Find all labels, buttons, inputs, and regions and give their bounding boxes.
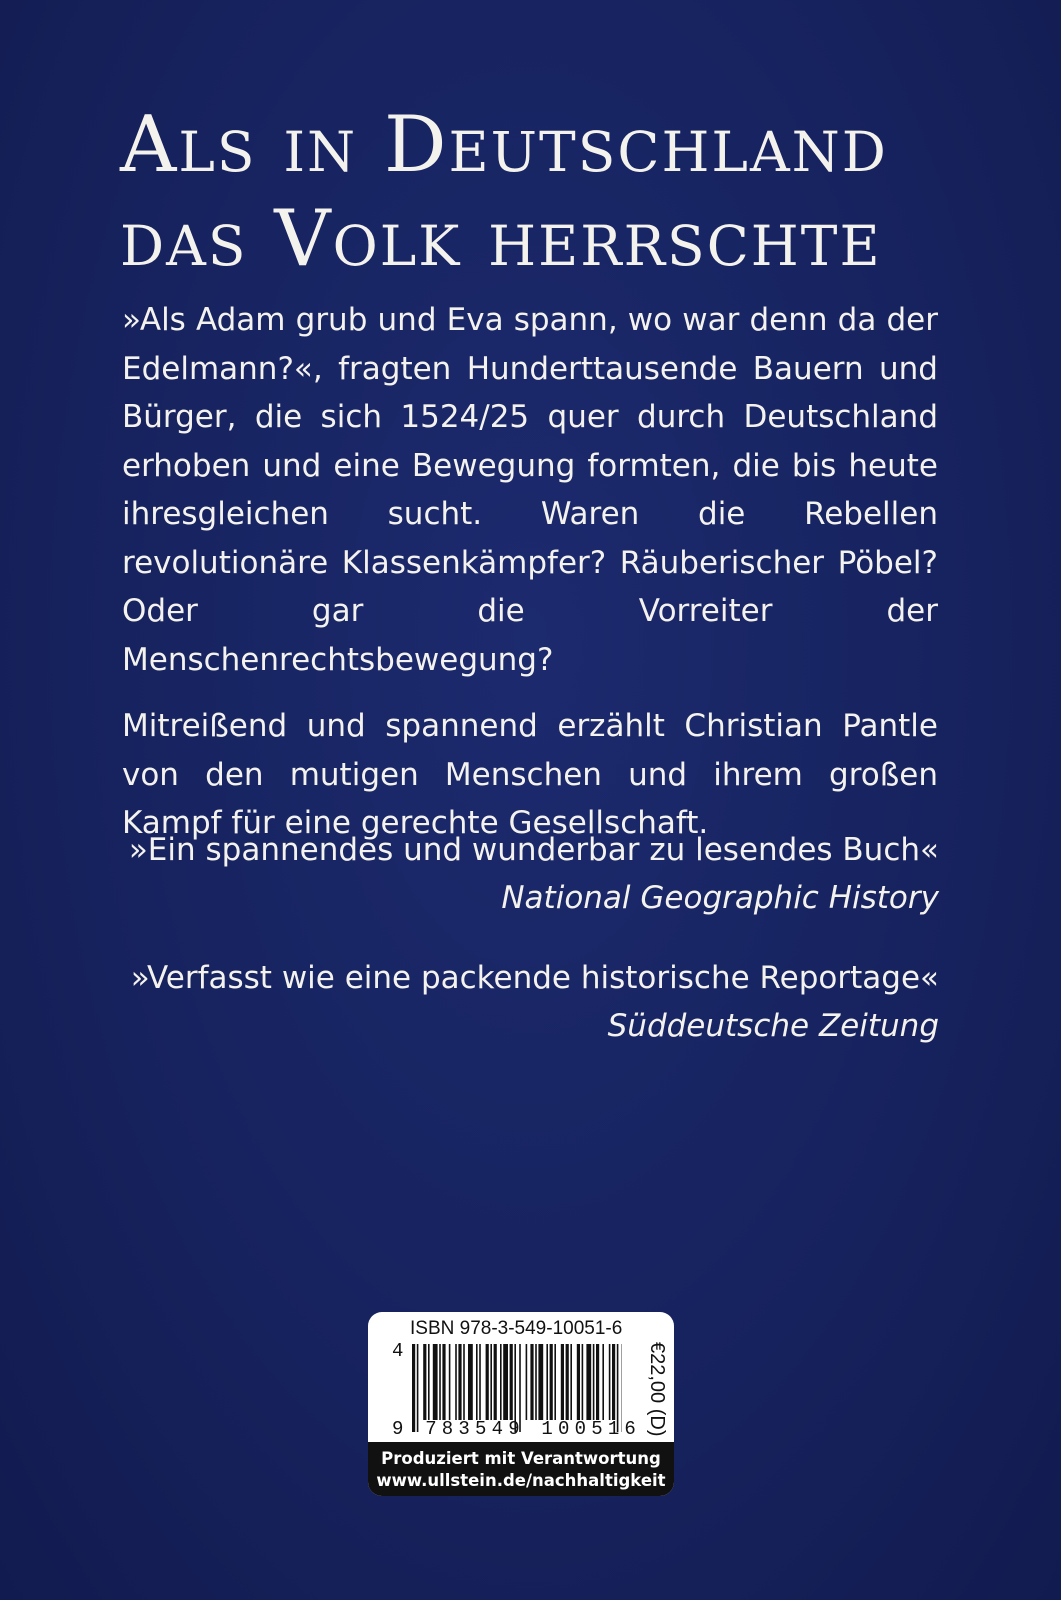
price-label: €22,00 (D) bbox=[646, 1342, 668, 1437]
barcode-bar bbox=[561, 1344, 564, 1420]
barcode-bar bbox=[612, 1344, 615, 1420]
barcode-bar bbox=[550, 1344, 553, 1420]
review-quote-source: Süddeutsche Zeitung bbox=[607, 1008, 939, 1044]
barcode-bar bbox=[570, 1344, 572, 1420]
barcode-bar bbox=[538, 1344, 543, 1420]
barcode-bar bbox=[476, 1344, 478, 1420]
barcode-lead-digit: 4 bbox=[392, 1340, 404, 1362]
barcode-bar bbox=[490, 1344, 492, 1420]
blurb bbox=[122, 296, 938, 848]
barcode-bar bbox=[593, 1344, 595, 1420]
barcode-bar bbox=[546, 1344, 548, 1420]
blurb-paragraph-1: »Als Adam grub und Eva spann, wo war denn da der Edelmann?«, fragten Hunderttausende Bauern und Bürger, die sich 1524/25 quer durch Deutschland erhoben und eine Bewegung formten, die bis heute ihresgleichen sucht. Waren die Rebellen revolutionäre Klassenkämpfer? Räuberischer Pöbel? Oder gar die Vorreiter der Menschenrechtsbewegung? bbox=[122, 302, 938, 678]
barcode-bar bbox=[428, 1344, 430, 1420]
review-quote-1 bbox=[119, 826, 939, 922]
barcode-bar bbox=[586, 1344, 591, 1420]
barcode-bar bbox=[433, 1344, 438, 1420]
barcode-digits: 9 783549 100516 bbox=[392, 1418, 642, 1440]
sustainability-url: www.ullstein.de/nachhaltigkeit bbox=[376, 1471, 666, 1490]
barcode-bar bbox=[510, 1344, 513, 1420]
barcode-bar bbox=[479, 1344, 481, 1420]
barcode-bar bbox=[455, 1344, 457, 1420]
barcode-bar bbox=[463, 1344, 465, 1420]
barcode-bar bbox=[503, 1344, 508, 1420]
blurb-paragraph-2: Mitreißend und spannend erzählt Christian Pantle von den mutigen Menschen und ihrem großen Kampf für eine gerechte Gesellschaft. bbox=[122, 708, 938, 841]
barcode-bar bbox=[494, 1344, 497, 1420]
review-quote-2 bbox=[119, 954, 939, 1050]
barcode-bar bbox=[566, 1344, 569, 1420]
barcode-box bbox=[368, 1312, 674, 1496]
sustainability-band bbox=[368, 1442, 674, 1496]
barcode-bar bbox=[535, 1344, 537, 1420]
barcode-bar bbox=[596, 1344, 599, 1420]
barcode-bar bbox=[526, 1344, 528, 1420]
review-quote-text: »Ein spannendes und wunderbar zu lesendes Buch« bbox=[128, 832, 939, 868]
barcode-bar bbox=[486, 1344, 489, 1420]
barcode-bar bbox=[442, 1344, 445, 1420]
headline bbox=[120, 98, 940, 286]
barcode-bar bbox=[423, 1344, 426, 1420]
isbn-label: ISBN 978-3-549-10051-6 bbox=[410, 1318, 623, 1339]
barcode-bar bbox=[609, 1344, 611, 1420]
barcode-bar bbox=[500, 1344, 502, 1420]
barcode-bar bbox=[458, 1344, 461, 1420]
barcode-bar bbox=[577, 1344, 580, 1420]
barcode-bar bbox=[602, 1344, 604, 1420]
barcode-bar bbox=[582, 1344, 584, 1420]
barcode-bar bbox=[530, 1344, 533, 1420]
headline-line-1: Als in Deutschland bbox=[120, 100, 888, 190]
barcode-bar bbox=[449, 1344, 451, 1420]
review-quote-source: National Geographic History bbox=[501, 880, 939, 916]
barcode-bar bbox=[439, 1344, 441, 1420]
barcode-bar bbox=[554, 1344, 556, 1420]
barcode-bar bbox=[468, 1344, 473, 1420]
review-quote-text: »Verfasst wie eine packende historische Reportage« bbox=[130, 960, 939, 996]
headline-line-2: das Volk herrschte bbox=[120, 194, 882, 284]
sustainability-line-1: Produziert mit Verantwortung bbox=[381, 1449, 661, 1468]
